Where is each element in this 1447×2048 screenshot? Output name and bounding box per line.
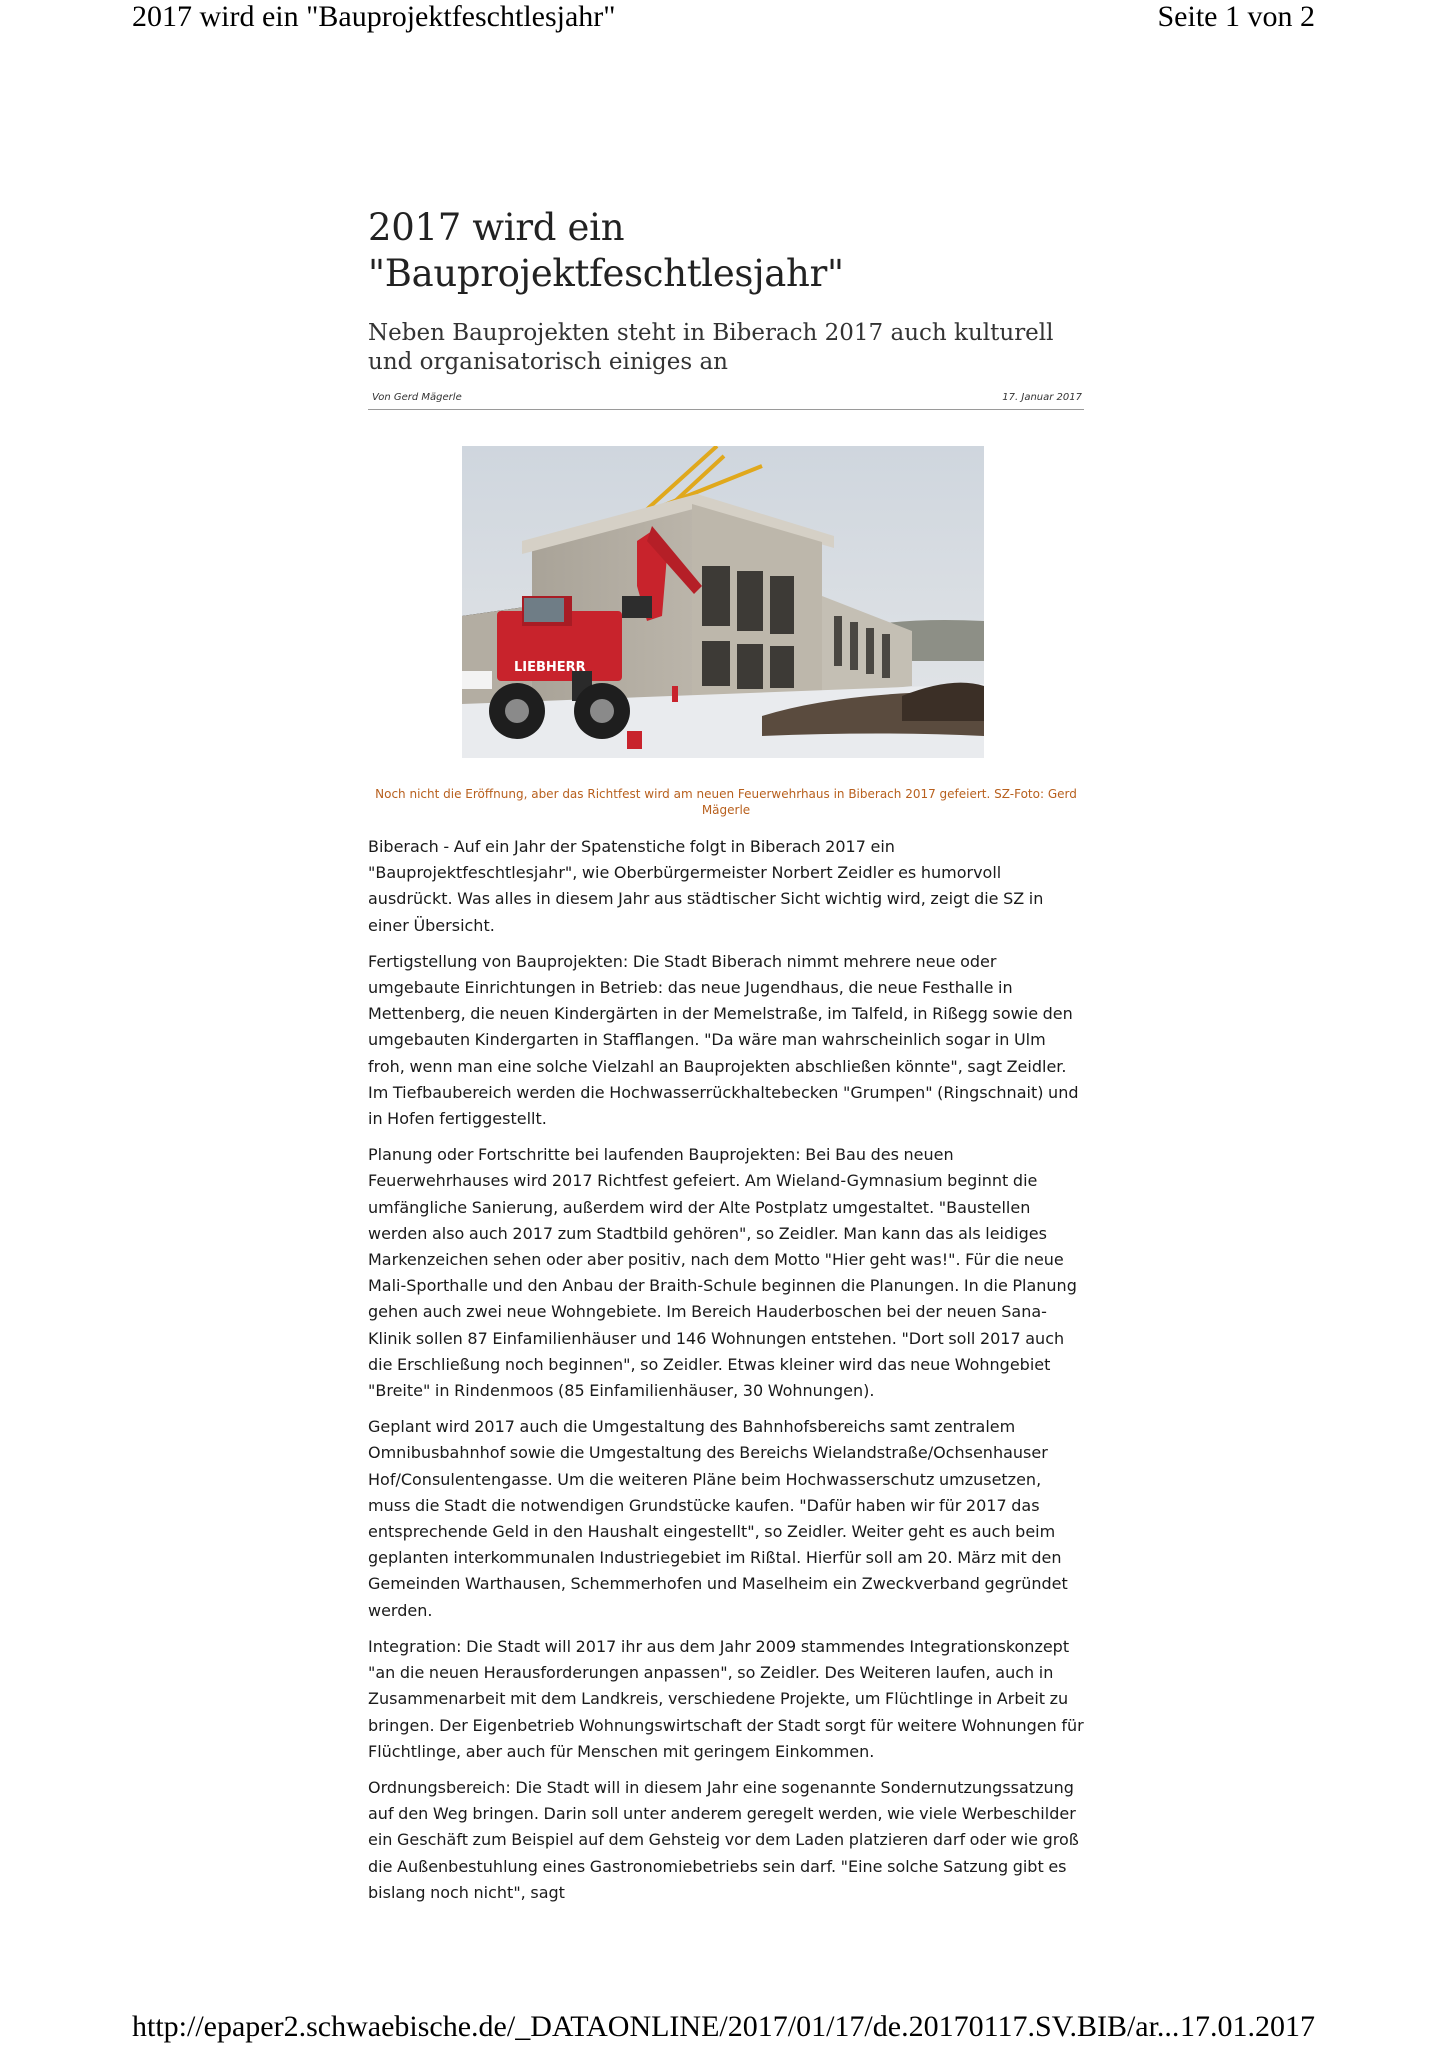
article (368, 205, 1084, 1916)
paragraph: Ordnungsbereich: Die Stadt will in diesem Jahr eine sogenannte Sondernutzungssatzung auf den Weg bringen. Darin soll unter anderem geregelt werden, wie viele Werbeschilder ein Geschäft zum Beispiel auf dem Gehsteig vor dem Laden platzieren darf oder wie groß die Außenbestuhlung eines Gastronomiebetriebs sein darf. "Eine solche Satzung gibt es bislang noch nicht", sagt (368, 1777, 1079, 1902)
article-body (368, 834, 1084, 1906)
print-footer-date: 17.01.2017 (1180, 2010, 1315, 2043)
print-footer-url: http://epaper2.schwaebische.de/_DATAONLINE/2017/01/17/de.20170117.SV.BIB/ar... (132, 2010, 1180, 2043)
excavator-brand: LIEBHERR (514, 660, 586, 675)
print-header-title: 2017 wird ein "Bauprojektfeschtlesjahr" (132, 0, 616, 33)
construction-site-photo (462, 446, 984, 758)
photo-caption: Noch nicht die Eröffnung, aber das Richtfest wird am neuen Feuerwehrhaus in Biberach 2017 gefeiert. SZ-Foto: Gerd Mägerle (375, 787, 1077, 817)
print-header-page: Seite 1 von 2 (1157, 0, 1315, 33)
print-footer (0, 2010, 1447, 2048)
byline-author: Von Gerd Mägerle (372, 392, 462, 403)
byline-date: 17. Januar 2017 (1002, 392, 1082, 403)
paragraph: Biberach - Auf ein Jahr der Spatenstiche folgt in Biberach 2017 ein "Bauprojektfeschtlesjahr", wie Oberbürgermeister Norbert Zeidler es humorvoll ausdrückt. Was alles in diesem Jahr aus städtischer Sicht wichtig wird, zeigt die SZ in einer Übersicht. (368, 837, 1044, 935)
article-photo (462, 446, 984, 758)
paragraph: Geplant wird 2017 auch die Umgestaltung des Bahnhofsbereichs samt zentralem Omnibusbahnhof sowie die Umgestaltung des Bereichs Wielandstraße/Ochsenhauser Hof/Consulentengasse. Um die weiteren Pläne beim Hochwasserschutz umzusetzen, muss die Stadt die notwendigen Grundstücke kaufen. "Dafür haben wir für 2017 das entsprechende Geld in den Haushalt eingestellt", so Zeidler. Weiter geht es auch beim geplanten interkommunalen Industriegebiet im Rißtal. Hierfür soll am 20. März mit den Gemeinden Warthausen, Schemmerhofen und Maselheim ein Zweckverband gegründet werden. (368, 1417, 1068, 1620)
print-header (0, 0, 1447, 50)
article-headline: 2017 wird ein "Bauprojektfeschtlesjahr" (368, 206, 844, 295)
paragraph: Integration: Die Stadt will 2017 ihr aus dem Jahr 2009 stammendes Integrationskonzept "an die neuen Herausforderungen anpassen", so Zeidler. Des Weiteren laufen, auch in Zusammenarbeit mit dem Landkreis, verschiedene Projekte, um Flüchtlinge in Arbeit zu bringen. Der Eigenbetrieb Wohnungswirtschaft der Stadt sorgt für weitere Wohnungen für Flüchtlinge, aber auch für Menschen mit geringem Einkommen. (368, 1636, 1084, 1761)
paragraph: Fertigstellung von Bauprojekten: Die Stadt Biberach nimmt mehrere neue oder umgebaute Einrichtungen in Betrieb: das neue Jugendhaus, die neue Festhalle in Mettenberg, die neuen Kindergärten in der Memelstraße, im Talfeld, in Rißegg sowie den umgebauten Kindergarten in Stafflangen. "Da wäre man wahrscheinlich sogar in Ulm froh, wenn man eine solche Vielzahl an Bauprojekten abschließen könnte", sagt Zeidler. Im Tiefbaubereich werden die Hochwasserrückhaltebecken "Grumpen" (Ringschnait) und in Hofen fertiggestellt. (368, 951, 1079, 1129)
paragraph: Planung oder Fortschritte bei laufenden Bauprojekten: Bei Bau des neuen Feuerwehrhauses wird 2017 Richtfest gefeiert. Am Wieland-Gymnasium beginnt die umfängliche Sanierung, außerdem wird der Alte Postplatz umgestaltet. "Baustellen werden also auch 2017 zum Stadtbild gehören", so Zeidler. Man kann das als leidiges Markenzeichen sehen oder aber positiv, nach dem Motto "Hier geht was!". Für die neue Mali-Sporthalle und den Anbau der Braith-Schule beginnen die Planungen. In die Planung gehen auch zwei neue Wohngebiete. Im Bereich Hauderboschen bei der neuen Sana-Klinik sollen 87 Einfamilienhäuser und 146 Wohnungen entstehen. "Dort soll 2017 auch die Erschließung noch beginnen", so Zeidler. Etwas kleiner wird das neue Wohngebiet "Breite" in Rindenmoos (85 Einfamilienhäuser, 30 Wohnungen). (368, 1145, 1077, 1401)
byline (368, 389, 1084, 410)
article-subheadline: Neben Bauprojekten steht in Biberach 2017 auch kulturell und organisatorisch einiges an (368, 320, 1054, 375)
